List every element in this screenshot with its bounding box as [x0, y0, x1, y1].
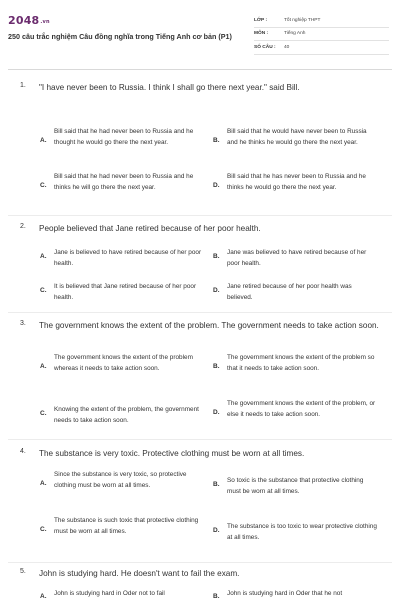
option-letter: A. [40, 593, 47, 600]
option-text: Jane is believed to have retired because of her poor health. [54, 249, 202, 268]
question-separator [8, 215, 392, 216]
question-number: 3. [20, 320, 26, 327]
option-letter: D. [213, 527, 220, 534]
option-letter: B. [213, 481, 220, 488]
option-text: The government knows the extent of the problem whereas it needs to take action soon. [54, 354, 193, 373]
question-stem: John is studying hard. He doesn't want to fail the exam. [39, 569, 240, 578]
option-text: The government knows the extent of the problem, or else it needs to take action soon. [227, 400, 376, 419]
option-letter: A. [40, 363, 47, 370]
question-stem: The government knows the extent of the problem. The government needs to take action soon. [39, 321, 379, 330]
option-letter: A. [40, 253, 47, 260]
meta-row-count [254, 45, 389, 57]
option-letter: B. [213, 363, 220, 370]
meta-key: SỐ CÂU : [254, 45, 276, 50]
question-separator [8, 312, 392, 313]
option-letter: D. [213, 182, 220, 189]
question-stem: The substance is very toxic. Protective clothing must be worn at all times. [39, 449, 305, 458]
option-letter: B. [213, 137, 220, 144]
option-text: Bill said that he had never been to Russia and he thinks he will go there the next year. [54, 173, 194, 192]
option-text: The substance is too toxic to wear protective clothing at all times. [227, 523, 377, 542]
option-text: The substance is such toxic that protective clothing must be worn at all times. [54, 517, 199, 536]
option-letter: C. [40, 182, 47, 189]
page-header [0, 0, 400, 68]
question-number: 4. [20, 448, 26, 455]
meta-value: Tốt nghiệp THPT [284, 18, 321, 23]
option-letter: B. [213, 253, 220, 260]
option-text: So toxic is the substance that protective clothing must be worn at all times. [227, 477, 364, 496]
meta-key: MÔN : [254, 31, 269, 36]
question-separator [8, 439, 392, 440]
option-text: Jane was believed to have retired because of her poor health. [227, 249, 367, 268]
document-title: 250 câu trắc nghiệm Câu đồng nghĩa trong Tiếng Anh cơ bản (P1) [8, 32, 232, 41]
question-number: 2. [20, 223, 26, 230]
option-letter: C. [40, 410, 47, 417]
option-text: Bill said that he would have never been to Russia and he thinks he would go there the next year. [227, 128, 367, 147]
question-number: 5. [20, 568, 26, 575]
option-text: Bill said that he has never been to Russia and he thinks he would go there the next year. [227, 173, 366, 192]
option-text: John is studying hard in Oder that he not [227, 590, 343, 597]
site-logo[interactable] [8, 14, 50, 27]
meta-underline [254, 54, 389, 55]
logo-text: 2048 [8, 14, 40, 27]
meta-key: LỚP : [254, 18, 268, 23]
option-letter: D. [213, 409, 220, 416]
option-text: Knowing the extent of the problem, the government needs to take action soon. [54, 406, 199, 425]
meta-value: Tiếng Anh [284, 31, 306, 36]
option-text: Jane retired because of her poor health was believed. [227, 283, 352, 302]
option-text: Since the substance is very toxic, so protective clothing must be worn at all times. [54, 471, 187, 490]
meta-underline [254, 27, 389, 28]
question-stem: People believed that Jane retired because of her poor health. [39, 224, 261, 233]
question-separator [8, 562, 392, 563]
header-divider [8, 69, 392, 70]
meta-row-subject [254, 31, 389, 43]
question-number: 1. [20, 82, 26, 89]
question-stem: "I have never been to Russia. I think I shall go there next year." said Bill. [39, 83, 300, 92]
option-letter: A. [40, 137, 47, 144]
option-text: Bill said that he had never been to Russia and he thought he would go there the next year. [54, 128, 194, 147]
meta-underline [254, 40, 389, 41]
option-text: It is believed that Jane retired because of her poor health. [54, 283, 197, 302]
option-letter: C. [40, 526, 47, 533]
meta-value: 40 [284, 45, 290, 50]
option-letter: D. [213, 287, 220, 294]
option-letter: C. [40, 287, 47, 294]
option-text: John is studying hard in Oder not to fail [54, 590, 165, 597]
meta-row-class [254, 18, 389, 30]
option-letter: B. [213, 593, 220, 600]
option-letter: A. [40, 480, 47, 487]
logo-suffix: .vn [40, 19, 50, 25]
option-text: The government knows the extent of the problem so that it needs to take action soon. [227, 354, 375, 373]
